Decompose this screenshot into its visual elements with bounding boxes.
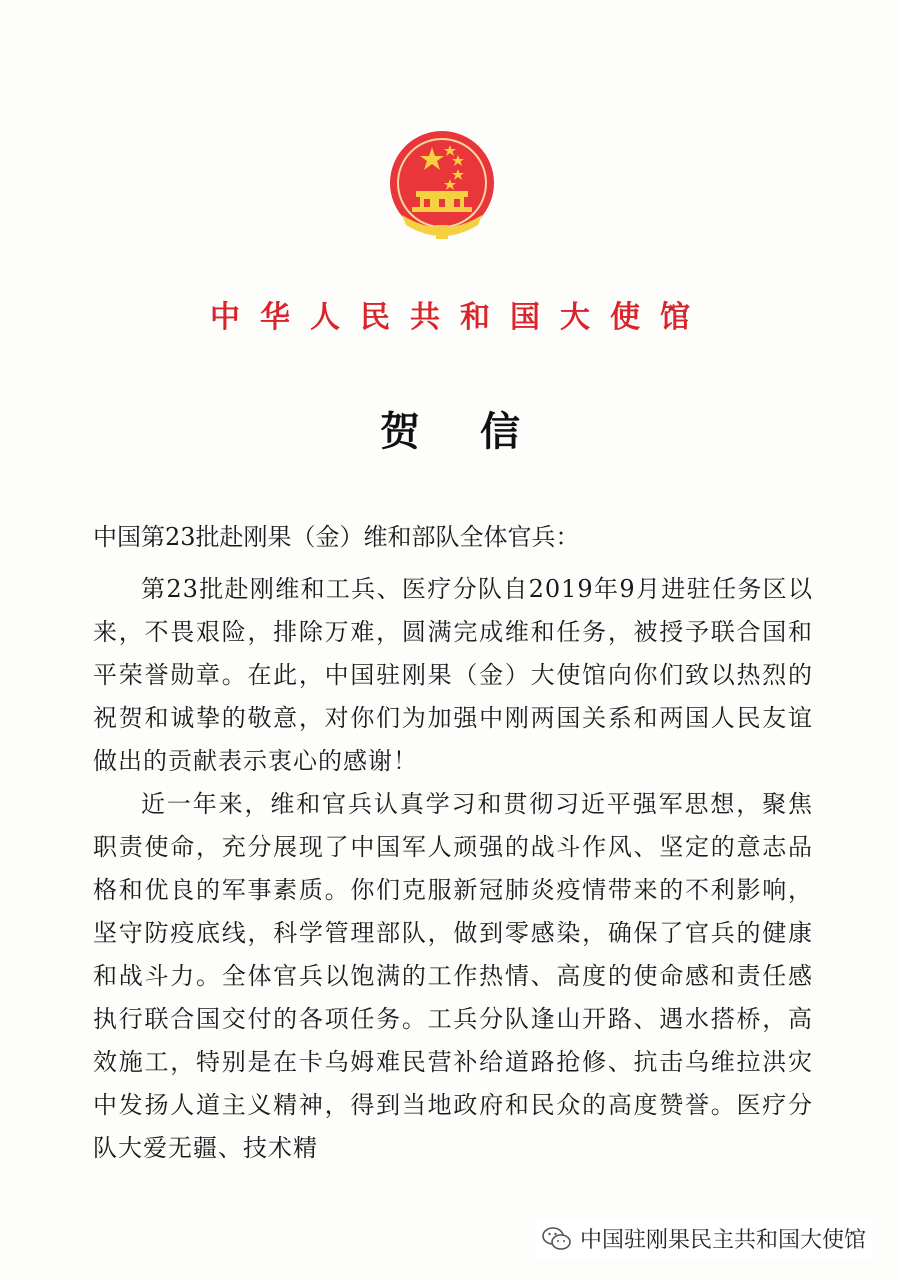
national-emblem-icon: [382, 125, 502, 245]
salutation: 中国第23批赴刚果（金）维和部队全体官兵：: [93, 523, 580, 551]
wechat-icon: [542, 1226, 572, 1252]
source-watermark: [536, 1219, 872, 1258]
letter-title: 贺信: [380, 408, 580, 455]
letter-body: [93, 568, 813, 1170]
paragraph-2: 近一年来，维和官兵认真学习和贯彻习近平强军思想，聚焦职责使命，充分展现了中国军人顽强的战斗作风、坚定的意志品格和优良的军事素质。你们克服新冠肺炎疫情带来的不利影响，坚守防疫底线，科学管理部队，做到零感染，确保了官兵的健康和战斗力。全体官兵以饱满的工作热情、高度的使命感和责任感执行联合国交付的各项任务。工兵分队逢山开路、遇水搭桥，高效施工，特别是在卡乌姆难民营补给道路抢修、抗击乌维拉洪灾中发扬人道主义精神，得到当地政府和民众的高度赞誉。医疗分队大爱无疆、技术精: [93, 790, 813, 1162]
watermark-text: 中国驻刚果民主共和国大使馆: [579, 1228, 866, 1253]
paragraph-1: 第23批赴刚维和工兵、医疗分队自2019年9月进驻任务区以来，不畏艰险，排除万难，圆满完成维和任务，被授予联合国和平荣誉勋章。在此，中国驻刚果（金）大使馆向你们致以热烈的祝贺和诚挚的敬意，对你们为加强中刚两国关系和两国人民友谊做出的贡献表示衷心的感谢！: [93, 575, 813, 775]
embassy-name: 中华人民共和国大使馆: [210, 300, 710, 335]
